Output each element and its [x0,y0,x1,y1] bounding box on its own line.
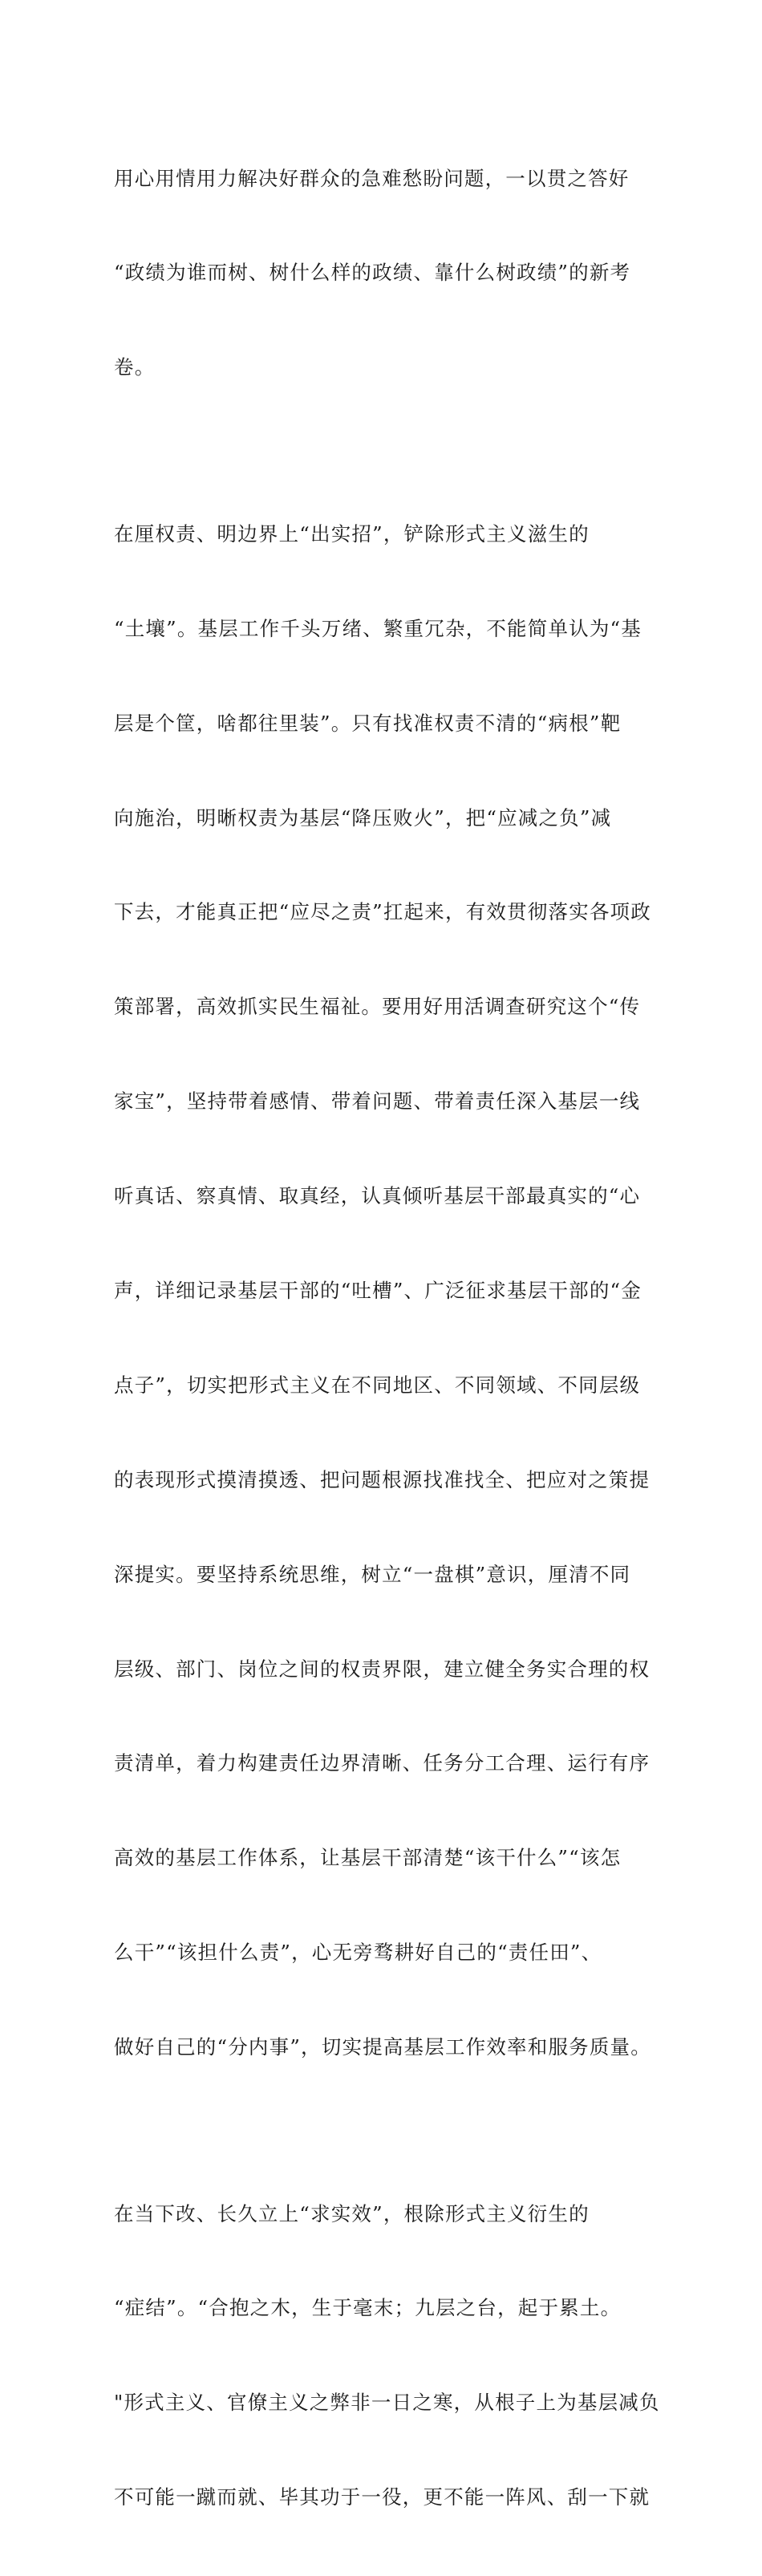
text-line: 层级、部门、岗位之间的权责界限，建立健全务实合理的权 [114,1657,651,1681]
text-line: "形式主义、官僚主义之弊非一日之寒，从根子上为基层减负 [114,2391,660,2415]
text-line: 听真话、察真情、取真经，认真倾听基层干部最真实的“心 [114,1184,641,1208]
text-line: 向施治，明晰权责为基层“降压败火”，把“应减之负”减 [114,805,612,830]
text-line: “症结”。“合抱之木，生于毫末；九层之台，起于累土。 [114,2296,622,2320]
text-line: 点子”，切实把形式主义在不同地区、不同领域、不同层级 [114,1373,641,1397]
document-body [114,99,660,2576]
text-line: 在当下改、长久立上“求实效”，根除形式主义衍生的 [114,2201,590,2225]
text-line: “政绩为谁而树、树什么样的政绩、靠什么树政绩”的新考 [114,261,631,285]
text-line: 深提实。要坚持系统思维，树立“一盘棋”意识，厘清不同 [114,1562,631,1586]
text-line: 用心用情用力解决好群众的急难愁盼问题，一以贯之答好 [114,166,630,190]
text-line: 家宝”，坚持带着感情、带着问题、带着责任深入基层一线 [114,1089,641,1114]
paragraph-1 [114,99,650,446]
text-line: 卷。 [114,355,156,379]
text-line: 在厘权责、明边界上“出实招”，铲除形式主义滋生的 [114,521,590,546]
text-line: 声，详细记录基层干部的“吐槽”、广泛征求基层干部的“金 [114,1278,642,1302]
text-line: “土壤”。基层工作千头万绪、繁重冗杂，不能简单认为“基 [114,616,642,640]
text-line: 么干”“该担什么责”，心无旁骛耕好自己的“责任田”、 [114,1941,602,1965]
paragraph-2 [114,455,650,2126]
text-line: 下去，才能真正把“应尽之责”扛起来，有效贯彻落实各项政 [114,900,651,924]
text-line: 层是个筐，啥都往里装”。只有找准权责不清的“病根”靶 [114,711,622,735]
text-line: 不可能一蹴而就、毕其功于一役，更不能一阵风、刮一下就 [114,2485,651,2509]
text-line: 做好自己的“分内事”，切实提高基层工作效率和服务质量。 [114,2035,651,2059]
paragraph-3 [114,2135,660,2576]
text-line: 的表现形式摸清摸透、把问题根源找准找全、把应对之策提 [114,1467,651,1491]
text-line: 高效的基层工作体系，让基层干部清楚“该干什么”“该怎 [114,1846,622,1870]
text-line: 策部署，高效抓实民生福祉。要用好用活调查研究这个“传 [114,995,641,1019]
text-line: 责清单，着力构建责任边界清晰、任务分工合理、运行有序 [114,1751,651,1775]
